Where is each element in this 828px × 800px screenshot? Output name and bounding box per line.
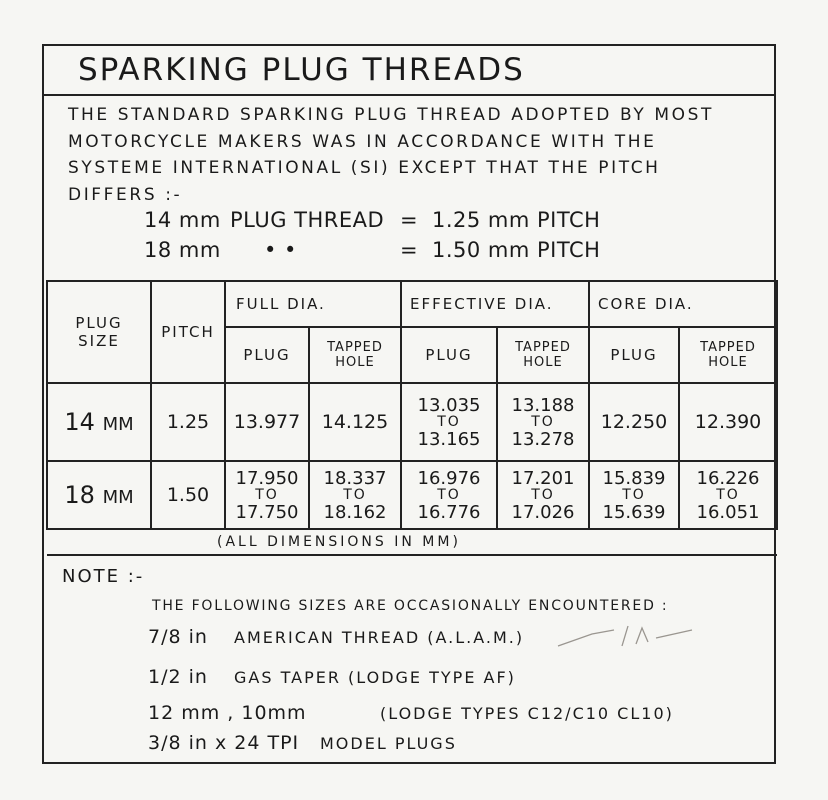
spec-ditto: • • xyxy=(264,238,297,262)
note-intro: THE FOLLOWING SIZES ARE OCCASIONALLY ENCOUNTERED : xyxy=(152,598,669,614)
row-core-hole: 16.226 TO 16.051 xyxy=(679,461,777,529)
row-eff-plug: 13.035 TO 13.165 xyxy=(401,383,497,461)
note-item-desc: GAS TAPER (LODGE TYPE AF) xyxy=(234,668,516,687)
header-full-tapped-hole: TAPPED HOLE xyxy=(309,327,401,383)
row-full-hole: 18.337 TO 18.162 xyxy=(309,461,401,529)
spec-line-14mm xyxy=(144,208,644,236)
row-plug-size: 18 MM xyxy=(47,461,151,529)
page-title: SPARKING PLUG THREADS xyxy=(78,52,525,88)
note-item-size: 3/8 in x 24 TPI xyxy=(148,732,300,754)
header-core-dia: CORE DIA. xyxy=(589,281,777,327)
intro-line: DIFFERS :- xyxy=(68,184,183,205)
row-full-plug: 17.950 TO 17.750 xyxy=(225,461,309,529)
dimensions-footnote: (ALL DIMENSIONS IN MM) xyxy=(47,529,777,555)
spec-pitch: 1.50 mm PITCH xyxy=(432,238,601,262)
spec-equals: = xyxy=(400,238,419,262)
header-full-plug: PLUG xyxy=(225,327,309,383)
header-plug-size: PLUG SIZE xyxy=(47,281,151,383)
row-core-plug: 12.250 xyxy=(589,383,679,461)
row-full-hole: 14.125 xyxy=(309,383,401,461)
pencil-scribble-mark xyxy=(552,616,702,656)
note-item-size: 12 mm , 10mm xyxy=(148,702,307,724)
note-item xyxy=(148,702,674,724)
header-pitch: PITCH xyxy=(151,281,225,383)
row-core-hole: 12.390 xyxy=(679,383,777,461)
row-eff-hole: 13.188 TO 13.278 xyxy=(497,383,589,461)
note-item-size: 7/8 in xyxy=(148,626,208,648)
note-label: NOTE :- xyxy=(62,566,145,587)
header-eff-tapped-hole: TAPPED HOLE xyxy=(497,327,589,383)
spec-line-18mm xyxy=(144,238,644,266)
spec-equals: = xyxy=(400,208,419,232)
row-core-plug: 15.839 TO 15.639 xyxy=(589,461,679,529)
spec-size: 14 mm xyxy=(144,208,221,232)
note-item xyxy=(148,626,525,648)
note-item-desc: MODEL PLUGS xyxy=(320,734,457,753)
spec-size: 18 mm xyxy=(144,238,221,262)
divider xyxy=(44,94,774,96)
row-pitch: 1.50 xyxy=(151,461,225,529)
table-row xyxy=(47,461,777,529)
row-pitch: 1.25 xyxy=(151,383,225,461)
note-item xyxy=(148,666,516,688)
row-full-plug: 13.977 xyxy=(225,383,309,461)
intro-paragraph xyxy=(68,102,758,208)
intro-line: SYSTEME INTERNATIONAL (SI) EXCEPT THAT THE PITCH xyxy=(68,158,661,178)
header-core-plug: PLUG xyxy=(589,327,679,383)
row-eff-plug: 16.976 TO 16.776 xyxy=(401,461,497,529)
row-eff-hole: 17.201 TO 17.026 xyxy=(497,461,589,529)
note-item xyxy=(148,732,457,754)
header-core-tapped-hole: TAPPED HOLE xyxy=(679,327,777,383)
spec-pitch: 1.25 mm PITCH xyxy=(432,208,601,232)
intro-line: MOTORCYCLE MAKERS WAS IN ACCORDANCE WITH THE xyxy=(68,131,657,152)
intro-line: THE STANDARD SPARKING PLUG THREAD ADOPTED BY MOST xyxy=(68,105,714,125)
note-item-desc: AMERICAN THREAD (A.L.A.M.) xyxy=(234,628,525,647)
note-item-size: 1/2 in xyxy=(148,666,208,688)
header-effective-dia: EFFECTIVE DIA. xyxy=(401,281,589,327)
document-sheet xyxy=(42,44,776,764)
note-item-desc: (LODGE TYPES C12/C10 CL10) xyxy=(380,704,674,723)
spec-label: PLUG THREAD xyxy=(230,208,385,232)
thread-dimensions-table xyxy=(46,280,778,556)
table-row xyxy=(47,383,777,461)
header-full-dia: FULL DIA. xyxy=(225,281,401,327)
header-eff-plug: PLUG xyxy=(401,327,497,383)
row-plug-size: 14 MM xyxy=(47,383,151,461)
